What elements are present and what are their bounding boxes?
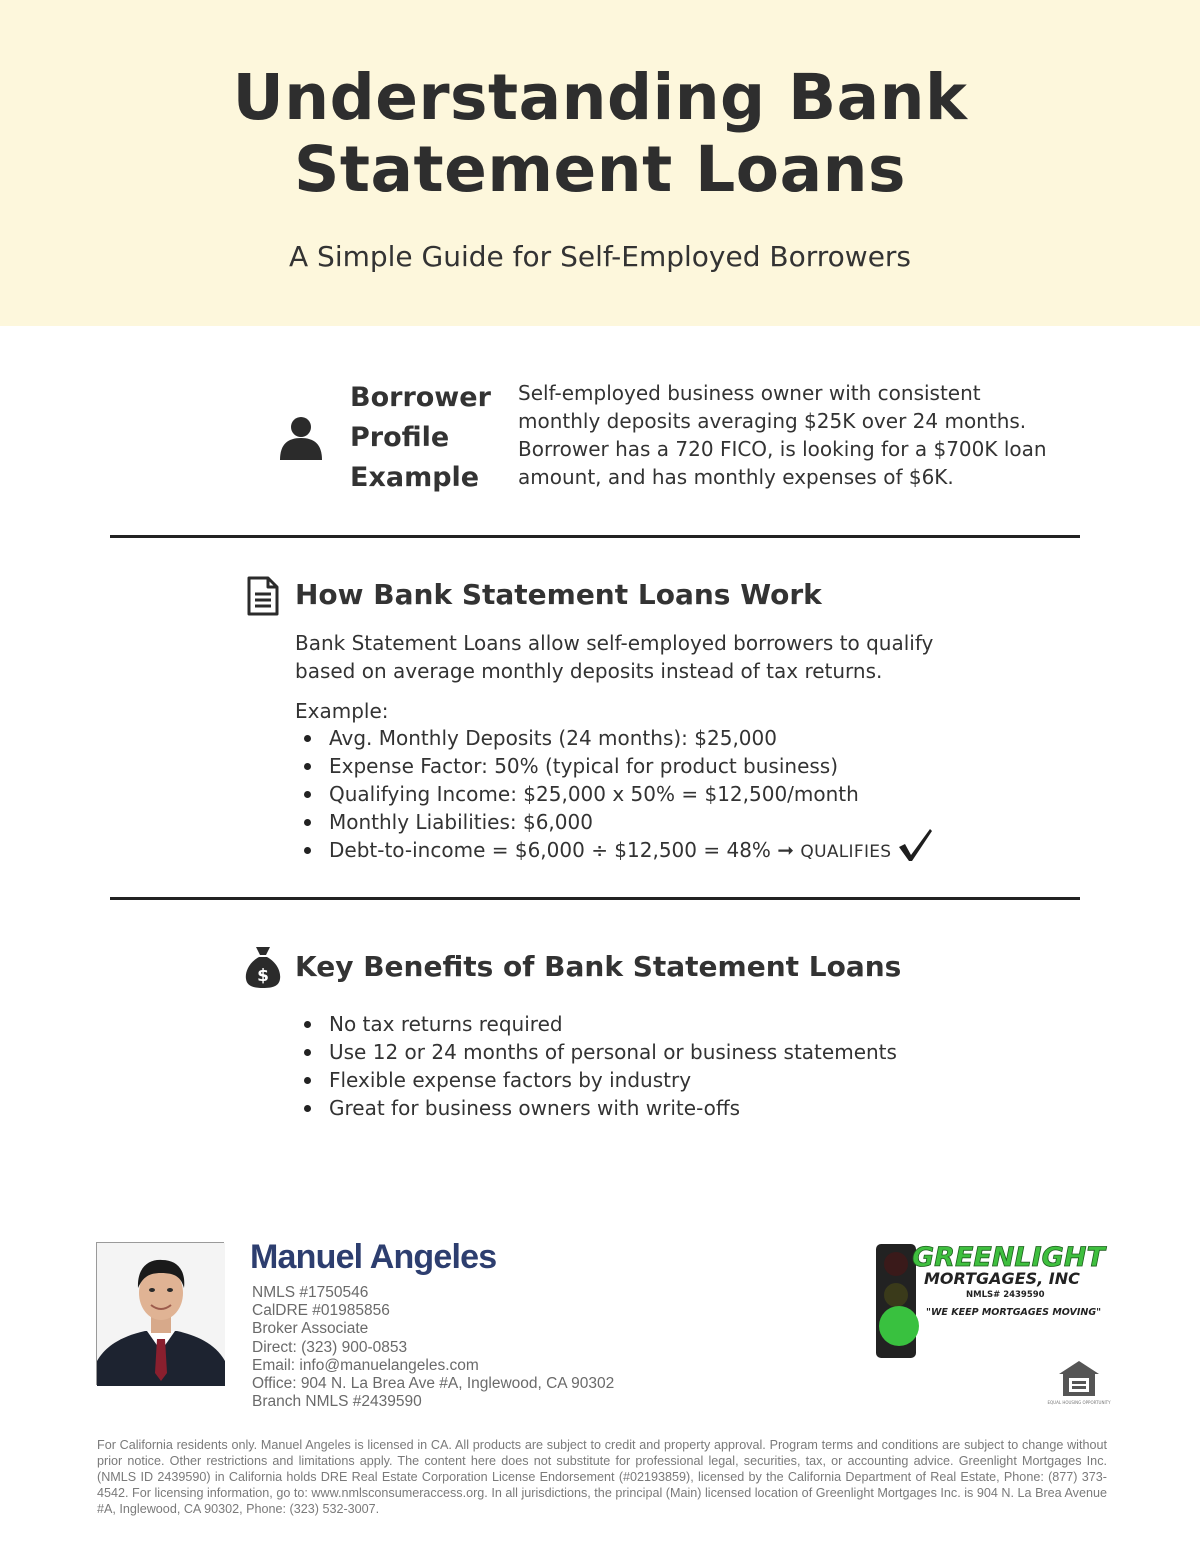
greenlight-logo xyxy=(872,1236,1112,1364)
list-item xyxy=(295,1010,897,1038)
title-line-2: Statement Loans xyxy=(294,133,906,206)
page-title xyxy=(0,62,1200,206)
list-item xyxy=(295,724,933,752)
agent-nmls: NMLS #1750546 xyxy=(252,1284,369,1301)
section-divider xyxy=(110,897,1080,900)
list-item xyxy=(295,1066,897,1094)
traffic-light-yellow xyxy=(884,1283,908,1307)
agent-name: Manuel Angeles xyxy=(250,1238,497,1276)
logo-nmls-text: NMLS# 2439590 xyxy=(966,1290,1045,1300)
logo-tagline: "WE KEEP MORTGAGES MOVING" xyxy=(926,1307,1102,1318)
money-bag-icon xyxy=(244,945,282,989)
agent-role: Broker Associate xyxy=(252,1320,369,1338)
list-item xyxy=(295,752,933,780)
checkmark-icon xyxy=(897,827,933,863)
agent-portrait-illustration xyxy=(97,1243,225,1386)
arrow-icon: ➞ xyxy=(777,838,795,862)
page-subtitle: A Simple Guide for Self-Employed Borrowers xyxy=(288,240,912,273)
agent-direct-phone: Direct: (323) 900-0853 xyxy=(252,1338,408,1356)
profile-label xyxy=(350,378,510,498)
list-item-text: Flexible expense factors by industry xyxy=(329,1068,692,1092)
traffic-light-green xyxy=(879,1306,919,1346)
logo-greenlight-text: GREENLIGHT xyxy=(912,1242,1105,1273)
list-item-text: Avg. Monthly Deposits (24 months): $25,000 xyxy=(329,726,777,750)
person-icon xyxy=(278,416,324,460)
agent-caldre: CalDRE #01985856 xyxy=(252,1302,390,1320)
example-label: Example: xyxy=(295,699,389,723)
profile-label-line-1: Borrower xyxy=(350,382,491,413)
list-item-text: Qualifying Income: $25,000 x 50% = $12,500/month xyxy=(329,782,859,806)
list-item-text: Expense Factor: 50% (typical for product business) xyxy=(329,754,839,778)
list-item xyxy=(295,780,933,808)
legal-disclaimer: For California residents only. Manuel Angeles is licensed in CA. All products are subject to credit and property approval. Program terms and conditions are subject to change without prior notice. Other restrictions and limitations apply. The content here does not substitute for professional legal, securities, tax, or accounting advice. Greenlight Mortgages Inc. (NMLS ID 2439590) in California holds DRE Real Estate Corporation License Endorsement (#02193859), licensed by the California Department of Real Estate, Phone: (877) 373-4542. For licensing information, go to: www.nmlsconsumeraccess.org. In all jurisdictions, the principal (Main) licensed location of Greenlight Mortgages Inc. is 904 N. La Brea Avenue #A, Inglewood, CA 90302, Phone: (323) 532-3007. xyxy=(97,1438,1107,1516)
equal-housing-icon xyxy=(1047,1358,1111,1410)
list-item xyxy=(295,1038,897,1066)
benefits-title: Key Benefits of Bank Statement Loans xyxy=(295,950,902,983)
list-item-text: Great for business owners with write-offs xyxy=(329,1096,741,1120)
list-item xyxy=(295,836,933,864)
list-item-text: No tax returns required xyxy=(329,1012,563,1036)
profile-description: Self-employed business owner with consistent monthly deposits averaging $25K over 24 months. Borrower has a 720 FICO, is looking for a $700K loan amount, and has monthly expenses of $6K. xyxy=(518,381,1047,489)
branch-nmls: Branch NMLS #2439590 xyxy=(252,1393,422,1411)
list-item xyxy=(295,1094,897,1122)
section-divider xyxy=(110,535,1080,538)
agent-email: Email: info@manuelangeles.com xyxy=(252,1356,479,1374)
how-it-works-title: How Bank Statement Loans Work xyxy=(295,578,822,611)
agent-photo xyxy=(96,1242,224,1385)
equal-housing-text: EQUAL HOUSING OPPORTUNITY xyxy=(1047,1400,1111,1405)
document-icon xyxy=(246,576,280,616)
benefits-list xyxy=(295,1010,897,1122)
how-it-works-intro: Bank Statement Loans allow self-employed borrowers to qualify based on average monthly deposits instead of tax returns. xyxy=(295,631,934,683)
agent-info xyxy=(252,1284,614,1411)
list-item-text: Debt-to-income = $6,000 ÷ $12,500 = 48% xyxy=(329,838,778,862)
qualifies-label: QUALIFIES xyxy=(800,842,892,862)
profile-label-line-2: Profile xyxy=(350,422,450,453)
profile-label-line-3: Example xyxy=(350,462,480,493)
logo-mortgages-text: MORTGAGES, INC xyxy=(924,1269,1080,1288)
svg-text:$: $ xyxy=(257,966,269,986)
traffic-light-red xyxy=(884,1252,908,1276)
title-line-1: Understanding Bank xyxy=(232,61,968,134)
agent-office: Office: 904 N. La Brea Ave #A, Inglewood, CA 90302 xyxy=(252,1375,615,1393)
list-item xyxy=(295,808,933,836)
list-item-text: Use 12 or 24 months of personal or business statements xyxy=(329,1040,897,1064)
list-item-text: Monthly Liabilities: $6,000 xyxy=(329,810,593,834)
example-list xyxy=(295,724,933,864)
